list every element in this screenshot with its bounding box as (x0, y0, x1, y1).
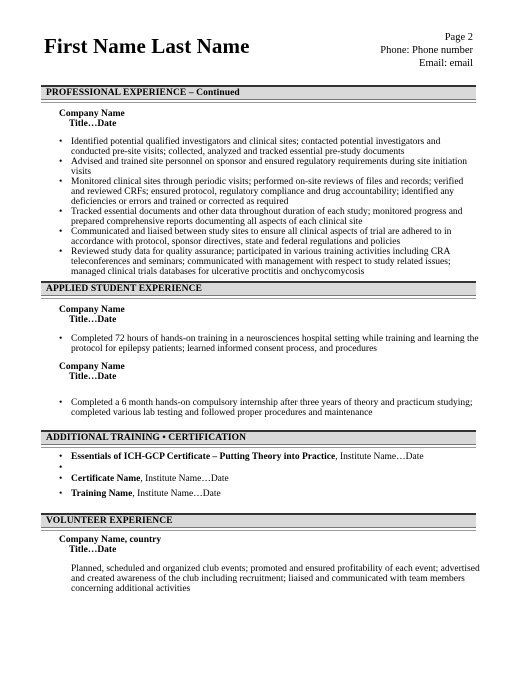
duties-list (59, 137, 479, 277)
company-name: Company Name (59, 305, 125, 315)
job-title-date: Title…Date (69, 119, 117, 129)
training-institute: , Institute Name…Date (132, 489, 221, 499)
list-item: • Monitored clinical sites through periodic visits; performed on-site reviews of files and records; verified and reviewed CRFs; ensured protocol, regulatory compliance and drug accountability; identified any deficiencies or errors and trained or corrected as required (59, 177, 479, 207)
company-name: Company Name (59, 109, 125, 119)
training-item (59, 489, 221, 500)
list-item: • Completed 72 hours of hands-on training in a neurosciences hospital setting while training and learning the protocol for epilepsy patients; learned informed consent process, and procedures (59, 334, 479, 354)
list-item: • Identified potential qualified investigators and clinical sites; contacted potential investigators and conducted pre-site visits; collected, analyzed and tracked essential pre-study documents (59, 137, 479, 157)
phone-line: Phone: Phone number (380, 45, 473, 56)
section-applied-student-experience (41, 281, 479, 421)
candidate-name: First Name Last Name (44, 34, 250, 58)
list-item: • Reviewed study data for quality assurance; participated in various training activities including CRA teleconferences and seminars; communicated with management with respect to study related issues; managed clinical trials databases for ulcerative proctitis and onchycomycosis (59, 247, 479, 277)
job-title-date: Title…Date (69, 545, 117, 555)
training-item (59, 474, 229, 485)
duties-list (59, 398, 479, 418)
section-heading: PROFESSIONAL EXPERIENCE – Continued (41, 85, 476, 100)
list-item: • Completed a 6 month hands-on compulsory internship after three years of theory and practicum studying; completed various lab testing and followed proper procedures and maintenance (59, 398, 479, 418)
list-item: • Advised and trained site personnel on sponsor and ensured regulatory requirements during site initiation visits (59, 157, 479, 177)
volunteer-description: Planned, scheduled and organized club events; promoted and ensured profitability of each event; advertised and created awareness of the club including recruitment; liaised and communicated with team members concerning additional activities (71, 564, 480, 594)
section-professional-experience (41, 85, 476, 275)
duties-list (59, 334, 479, 354)
training-name: Certificate Name (71, 474, 141, 484)
training-institute: , Institute Name…Date (140, 474, 229, 484)
training-name: Essentials of ICH-GCP Certificate – Putting Theory into Practice (71, 452, 336, 462)
section-heading: ADDITIONAL TRAINING • CERTIFICATION (41, 430, 476, 445)
training-name: Training Name (71, 489, 133, 499)
job-title-date: Title…Date (69, 315, 117, 325)
company-name: Company Name (59, 362, 125, 372)
list-item: • Communicated and liaised between study sites to ensure all clinical aspects of trial are adhered to in accordance with protocol, sponsor directives, state and federal regulations and policies (59, 227, 479, 247)
section-volunteer-experience (41, 513, 480, 603)
training-institute: , Institute Name…Date (335, 452, 424, 462)
company-name: Company Name, country (59, 535, 162, 545)
email-line: Email: email (419, 58, 473, 69)
training-item (59, 452, 424, 463)
section-heading: VOLUNTEER EXPERIENCE (41, 513, 476, 528)
list-item: • Tracked essential documents and other data throughout duration of each study; monitored progress and prepared comprehensive reports documenting all aspects of each clinical site (59, 207, 479, 227)
section-additional-training (41, 430, 476, 510)
page-number: Page 2 (444, 32, 473, 43)
job-title-date: Title…Date (69, 372, 117, 382)
section-heading: APPLIED STUDENT EXPERIENCE (41, 281, 476, 296)
contact-block (380, 31, 473, 70)
